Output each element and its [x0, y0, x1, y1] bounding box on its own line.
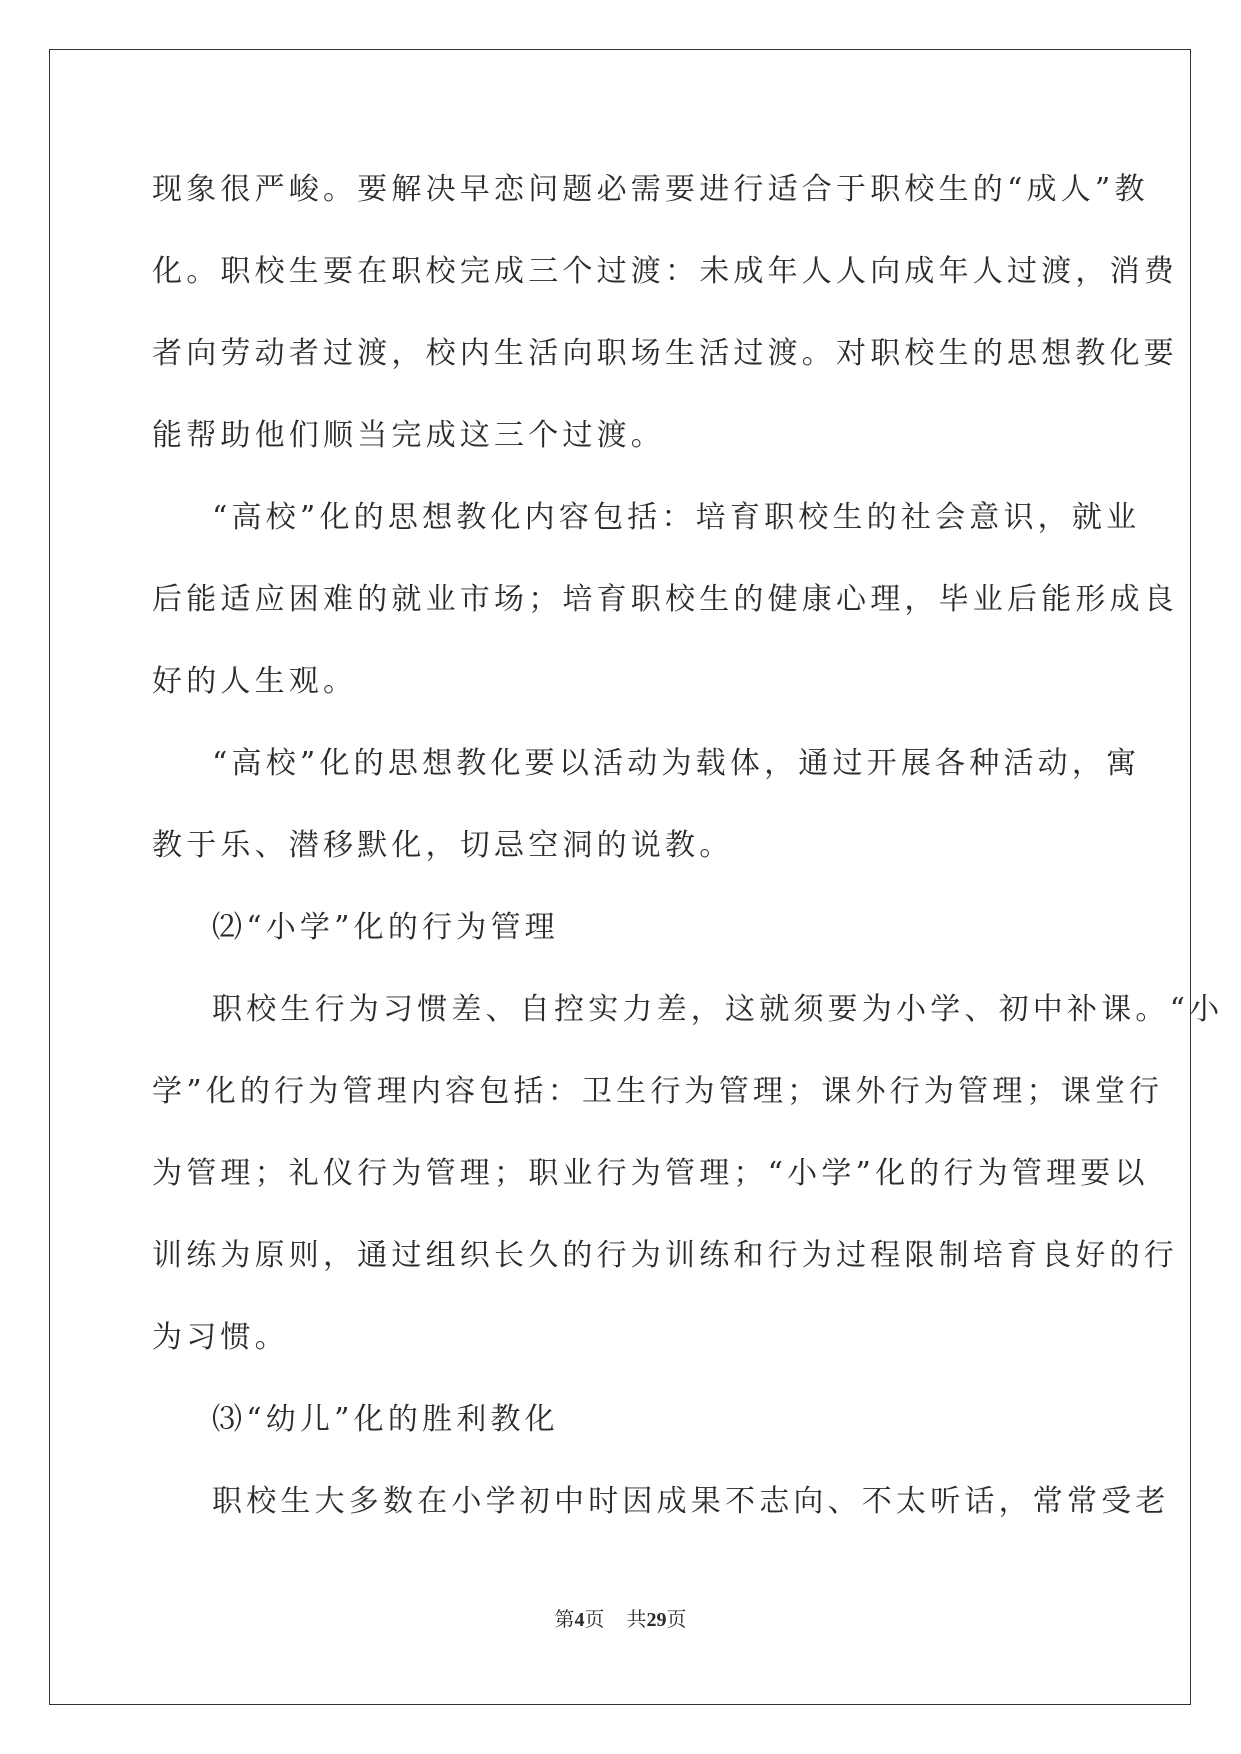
document-body: [152, 160, 1224, 1554]
page-unit: 页: [584, 1607, 605, 1631]
total-prefix: 共: [626, 1607, 647, 1631]
text-line: 好的人生观。: [152, 664, 358, 699]
page-prefix: 第: [554, 1607, 575, 1631]
text-line: 化。职校生要在职校完成三个过渡：未成年人人向成年人过渡，消费: [152, 254, 1178, 289]
page-footer: [0, 1604, 1241, 1635]
text-line: “高校”化的思想教化要以活动为载体，通过开展各种活动，寓: [212, 746, 1141, 781]
text-line: “高校”化的思想教化内容包括：培育职校生的社会意识，就业: [212, 500, 1141, 535]
section-heading: ⑵“小学”化的行为管理: [212, 910, 559, 945]
text-line: 后能适应困难的就业市场；培育职校生的健康心理，毕业后能形成良: [152, 582, 1178, 617]
text-line: 者向劳动者过渡，校内生活向职场生活过渡。对职校生的思想教化要: [152, 336, 1178, 371]
text-line: 学”化的行为管理内容包括：卫生行为管理；课外行为管理；课堂行: [152, 1074, 1164, 1109]
text-line: 职校生行为习惯差、自控实力差，这就须要为小学、初中补课。“小: [212, 992, 1224, 1027]
text-line: 能帮助他们顺当完成这三个过渡。: [152, 418, 665, 453]
total-pages: 29: [646, 1609, 667, 1631]
text-line: 现象很严峻。要解决早恋问题必需要进行适合于职校生的“成人”教: [152, 172, 1149, 207]
text-line: 教于乐、潜移默化，切忌空洞的说教。: [152, 828, 734, 863]
text-line: 训练为原则，通过组织长久的行为训练和行为过程限制培育良好的行: [152, 1238, 1178, 1273]
page-number: 4: [574, 1609, 585, 1631]
text-line: 为管理；礼仪行为管理；职业行为管理；“小学”化的行为管理要以: [152, 1156, 1149, 1191]
text-line: 为习惯。: [152, 1320, 289, 1355]
total-unit: 页: [666, 1607, 687, 1631]
section-heading: ⑶“幼儿”化的胜利教化: [212, 1402, 559, 1437]
text-line: 职校生大多数在小学初中时因成果不志向、不太听话，常常受老: [212, 1484, 1170, 1519]
